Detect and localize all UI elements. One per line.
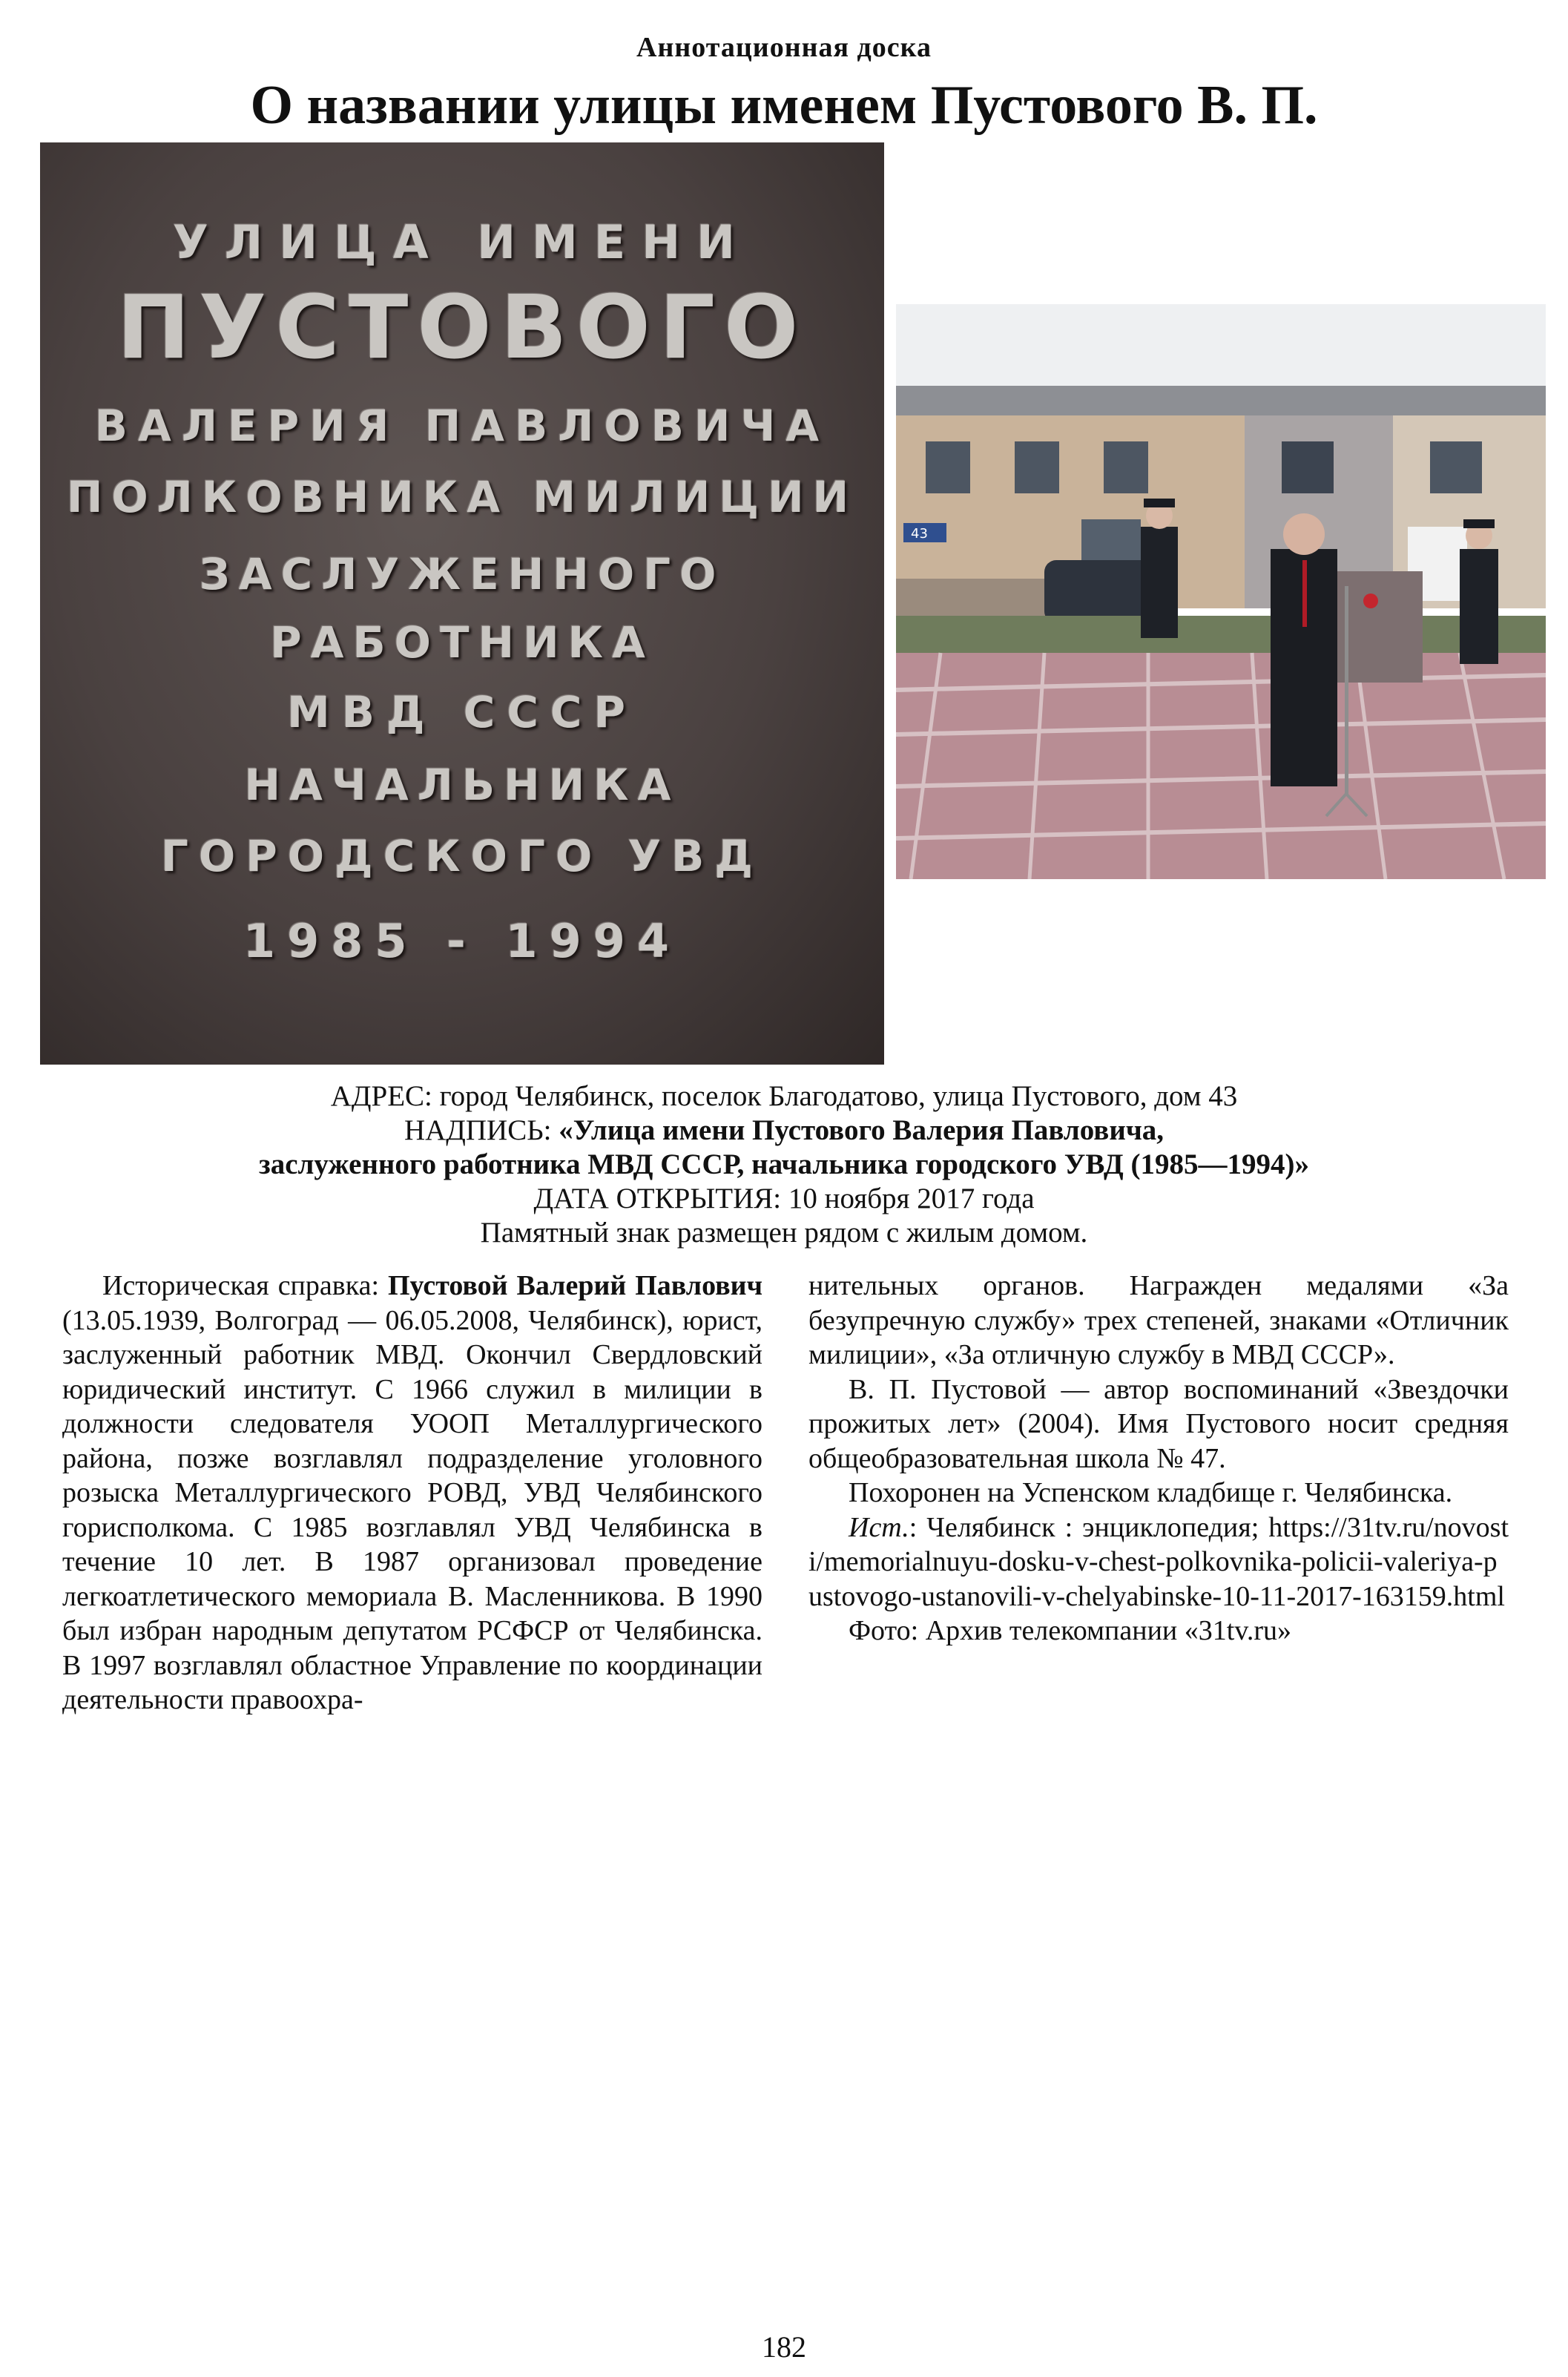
plaque-line: ПОЛКОВНИКА МИЛИЦИИ — [66, 472, 858, 522]
plaque-line: МВД СССР — [287, 687, 637, 737]
inscription-label: НАДПИСЬ: — [403, 1114, 552, 1146]
plaque-line: РАБОТНИКА — [270, 617, 654, 668]
plaque-line: НАЧАЛЬНИКА — [244, 760, 680, 810]
person-name: Пустовой Валерий Павлович — [387, 1270, 762, 1301]
opening-label: ДАТА ОТКРЫТИЯ: — [533, 1183, 782, 1214]
opening-value: 10 ноября 2017 года — [788, 1183, 1035, 1214]
left-column — [62, 1269, 762, 1717]
right-column — [808, 1269, 1509, 1648]
memoir-paragraph: В. П. Пустовой — автор воспоминаний «Звездочки прожитых лет» (2004). Имя Пустового носит средняя общеобразовательная школа № 47. — [808, 1373, 1509, 1474]
opening-date-line — [0, 1182, 1568, 1216]
ceremony-photo — [896, 304, 1546, 879]
inscription-text: «Улица имени Пустового Валерия Павловича, — [559, 1114, 1165, 1146]
biography-body: (13.05.1939, Волгоград — 06.05.2008, Челябинск), юрист, заслуженный работник МВД. Окончил Свердловский юридический институт. С 1966 служил в милиции в должности следователя УООП Металлургического района, позже возглавлял подразделение уголовного розыска Металлургического РОВД, УВД Челябинского горисполкома. С 1985 возглавлял УВД Челябинска в течение 10 лет. В 1987 организовал проведение легкоатлетического мемориала В. Масленникова. В 1990 был избран народным депутатом РСФСР от Челябинска. В 1997 возглавлял областное Управление по координации деятельности правоохра- — [62, 1304, 762, 1715]
biography-intro: Историческая справка: — [102, 1270, 380, 1301]
plaque-line: ГОРОДСКОГО УВД — [160, 831, 764, 881]
burial-paragraph: Похоронен на Успенском кладбище г. Челябинска. — [849, 1477, 1453, 1508]
ceremony-illustration — [896, 304, 1546, 879]
placement-note: Памятный знак размещен рядом с жилым домом. — [480, 1217, 1088, 1249]
address-label: АДРЕС: — [330, 1080, 432, 1112]
captions-block — [0, 1079, 1568, 1250]
plaque-line: ПУСТОВОГО — [116, 276, 808, 378]
address-line — [0, 1079, 1568, 1114]
section-kicker: Аннотационная доска — [636, 32, 932, 63]
plaque-photo — [40, 142, 884, 1065]
source-text: : Челябинск : энциклопедия; https://31tv.ru/novosti/memorialnuyu-dosku-v-chest-polkovnika-policii-valeriya-pustovogo-ustanovili-v-chelyabinske-10-11-2017-163159.html — [808, 1511, 1509, 1612]
awards-paragraph: нительных органов. Награжден медалями «За безупречную службу» трех степеней, знаками «Отличник милиции», «За отличную службу в МВД СССР». — [808, 1270, 1509, 1370]
photo-credit: Фото: Архив телекомпании «31tv.ru» — [849, 1615, 1292, 1646]
address-value: город Челябинск, поселок Благодатово, улица Пустового, дом 43 — [439, 1080, 1238, 1112]
source-paragraph — [808, 1510, 1509, 1614]
inscription-line — [0, 1114, 1568, 1148]
inscription-line-2 — [0, 1148, 1568, 1182]
plaque-line: ВАЛЕРИЯ ПАВЛОВИЧА — [94, 401, 830, 451]
house-number: 43 — [911, 526, 928, 542]
plaque-line: ЗАСЛУЖЕННОГО — [199, 549, 725, 599]
biography-paragraph — [62, 1269, 762, 1717]
plaque-line: 1985 - 1994 — [243, 914, 682, 968]
inscription-text-2: заслуженного работника МВД СССР, начальника городского УВД (1985—1994)» — [259, 1148, 1309, 1180]
plaque-line: УЛИЦА ИМЕНИ — [173, 215, 751, 269]
source-label: Ист. — [849, 1511, 909, 1543]
page-number: 182 — [762, 2330, 806, 2364]
page-title: О названии улицы именем Пустового В. П. — [250, 75, 1318, 136]
